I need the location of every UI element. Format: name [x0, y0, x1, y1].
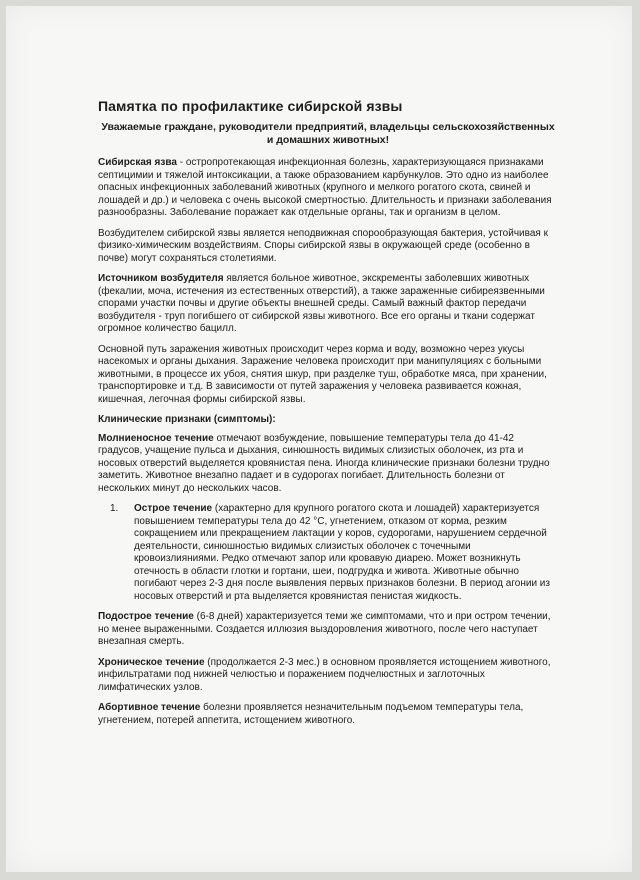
document-page — [6, 6, 632, 872]
fulminant-text: отмечают возбуждение, повышение температуры тела до 41-42 градусов, учащение пульса и дыхания, синюшность видимых слизистых оболочек, из рта и носовых отверстий выделяется кровянистая пена. Иногда клинические признаки болезни трудно заметить. Животное внезапно падает и в судорогах погибает. Длительность болезни от нескольких минут до нескольких часов. — [98, 432, 550, 494]
paragraph-fulminant — [98, 433, 558, 496]
list-body — [134, 503, 558, 603]
acute-text: (характерно для крупного рогатого скота и лошадей) характеризуется повышением температуры тела до 42 °С, угнетением, отказом от корма, резким сокращением или прекращением лактации у коров, судорогами, нарушением сердечной деятельности, синюшностью видимых слизистых оболочек с точечными кровоизлияниями. Редко отмечают запор или кровавую диарею. Может возникнуть отечность в области глотки и гортани, шеи, подгрудка и живота. Животные обычно погибают через 2-3 дня после выявления первых признаков болезни. В период агонии из носовых отверстий и рта выделяется кровянистая пенистая жидкость. — [134, 503, 550, 602]
term-abortive: Абортивное течение — [98, 702, 201, 713]
paragraph-chronic — [98, 657, 558, 695]
document-content — [98, 98, 558, 735]
paragraph-source — [98, 273, 558, 336]
paragraph-definition — [98, 157, 558, 220]
list-item-acute — [98, 503, 558, 603]
source-text: является больное животное, экскременты заболевших животных (фекалии, моча, истечения из естественных отверстий), а также зараженные сибиреязвенными спорами участки почвы и другие объекты внешней среды. Самый важный фактор передачи возбудителя - труп погибшего от сибирской язвы животного. Все его органы и ткани содержат огромное количество бацилл. — [98, 273, 545, 334]
subacute-text: (6-8 дней) характеризуется теми же симптомами, что и при остром течении, но менее выраженными. Создается иллюзия выздоровления животного, после чего наступает внезапная смерть. — [98, 611, 551, 647]
term-acute: Острое течение — [134, 503, 213, 514]
chronic-text: (продолжается 2-3 мес.) в основном проявляется истощением животного, инфильтратами под нижней челюстью и поражением подчелюстных и заглоточных лимфатических узлов. — [98, 656, 551, 693]
paragraph-abortive — [98, 702, 558, 727]
clinical-signs-heading: Клинические признаки (симптомы): — [98, 414, 276, 425]
appeal-heading: Уважаемые граждане, руководители предприятий, владельцы сельскохозяйственных и домашних животных! — [101, 121, 555, 146]
page-title: Памятка по профилактике сибирской язвы — [98, 98, 403, 114]
term-fulminant: Молниеносное течение — [98, 432, 214, 444]
term-source: Источником возбудителя — [98, 273, 224, 284]
term-anthrax: Сибирская язва — [98, 157, 177, 168]
paragraph-subacute — [98, 611, 558, 649]
abortive-text: болезни проявляется незначительным подъемом температуры тела, угнетением, потерей аппетита, истощением животного. — [98, 702, 524, 726]
list-number: 1. — [110, 503, 119, 514]
term-subacute: Подострое течение — [98, 611, 194, 622]
term-chronic: Хроническое течение — [98, 656, 205, 668]
definition-text: - остропротекающая инфекционная болезнь, характеризующаяся признаками септицимии и тяжелой интоксикации, а также образованием карбункулов. Это одно из наиболее опасных инфекционных заболеваний животных (крупного и мелкого рогатого скота, свиней и лошадей и др.) и человека с очень высокой смертностью. Длительность и признаки заболевания разнообразны. Заболевание поражает как отдельные органы, так и организм в целом. — [98, 157, 552, 218]
paragraph-pathogen: Возбудителем сибирской язвы является неподвижная спорообразующая бактерия, устойчивая к физико-химическим воздействиям. Споры сибирской язвы в окружающей среде (особенно в почве) могут сохраняться столетиями. — [98, 227, 548, 264]
paragraph-transmission: Основной путь заражения животных происходит через корма и воду, возможно через укусы насекомых и органы дыхания. Заражение человека происходит при манипуляциях с больными животными, в процессе их убоя, снятия шкур, при разделке туш, обработке мяса, при хранении, транспортировке и т.д. В зависимости от путей заражения у человека развивается кожная, кишечная, легочная формы сибирской язвы. — [98, 343, 547, 405]
